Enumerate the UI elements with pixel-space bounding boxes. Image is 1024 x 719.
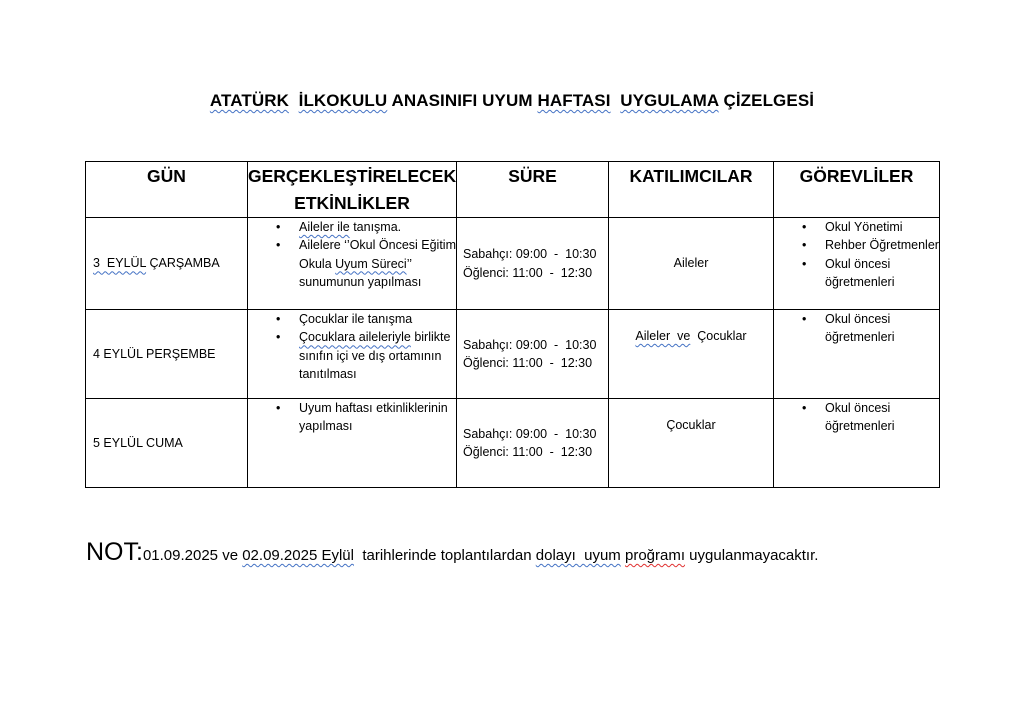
- activity-text: Ailelere ‘’Okul Öncesi Eğitim Okula: [299, 238, 456, 271]
- day-cell: [86, 218, 248, 310]
- afternoon-time: Öğlenci: 11:00 - 12:30: [463, 356, 593, 370]
- list-item: • Okul öncesi öğretmenleri: [774, 399, 939, 436]
- header-duration: SÜRE: [457, 162, 609, 218]
- list-item: [248, 328, 456, 383]
- activity-text: ’’ sunumunun yapılması: [299, 256, 422, 289]
- list-item: [248, 218, 456, 236]
- participants-text: Aileler: [673, 256, 709, 271]
- day-cell: [86, 399, 248, 488]
- activity-text: tanışma.: [349, 220, 402, 234]
- list-item: • Okul öncesi öğretmenleri: [774, 255, 939, 292]
- participants-text: Aileler ve: [635, 329, 691, 343]
- duration-cell: [457, 399, 609, 488]
- morning-time: Sabahçı: 09:00 - 10:30: [463, 337, 597, 352]
- header-activities: GERÇEKLEŞTİRELECEK ETKİNLİKLER: [248, 162, 457, 218]
- footnote: [86, 538, 818, 567]
- activities-cell: [248, 399, 457, 488]
- participants-text: Çocuklar: [690, 329, 747, 343]
- list-item: • Okul öncesi öğretmenleri: [774, 310, 939, 347]
- duration-cell: [457, 310, 609, 399]
- note-label: NOT:: [86, 538, 143, 566]
- afternoon-time: Öğlenci: 11:00 - 12:30: [463, 265, 593, 280]
- note-text: 02.09.2025 Eylül: [242, 547, 354, 564]
- day-cell: [86, 310, 248, 399]
- staff-cell: [774, 218, 940, 310]
- note-text: uygulanmayacaktır.: [685, 547, 819, 564]
- header-staff: GÖREVLİLER: [774, 162, 940, 218]
- morning-time: Sabahçı: 09:00 - 10:30: [463, 426, 597, 441]
- duration-cell: [457, 218, 609, 310]
- activity-text: birlikte sınıfın içi ve dış ortamının tanıtılması: [299, 330, 451, 381]
- note-text: dolayı uyum: [535, 547, 621, 564]
- activity-text: Çocuklara aileleriyle: [299, 330, 411, 345]
- staff-cell: [774, 310, 940, 399]
- staff-cell: [774, 399, 940, 488]
- activity-text: Aileler ile: [299, 220, 350, 234]
- table-row: [86, 310, 940, 399]
- title-word-anasinifi: ANASINIFI UYUM: [391, 91, 533, 110]
- header-participants: KATILIMCILAR: [609, 162, 774, 218]
- table-row: [86, 218, 940, 310]
- day-date: 3 EYLÜL: [93, 256, 147, 271]
- day-text: 4 EYLÜL PERŞEMBE: [93, 346, 216, 361]
- activity-text: Uyum Süreci: [335, 256, 407, 271]
- list-item: [248, 236, 456, 291]
- day-weekday: ÇARŞAMBA: [146, 256, 220, 271]
- morning-time: Sabahçı: 09:00 - 10:30: [463, 247, 597, 262]
- list-item: • Okul Yönetimi: [774, 218, 939, 236]
- activities-cell: [248, 218, 457, 310]
- schedule-table: [85, 161, 940, 488]
- title-word-ilkokulu: İLKOKULU: [298, 91, 388, 110]
- list-item: • Uyum haftası etkinliklerinin yapılması: [248, 399, 456, 436]
- title-word-haftasi: HAFTASI: [537, 91, 611, 110]
- activities-cell: [248, 310, 457, 399]
- note-text: 01.09.2025 ve: [142, 547, 243, 564]
- table-row: [86, 399, 940, 488]
- document-title: [0, 91, 1024, 111]
- participants-text: Çocuklar: [666, 418, 716, 432]
- header-day: GÜN: [86, 162, 248, 218]
- participants-cell: [609, 310, 774, 399]
- title-word-cizelgesi: ÇİZELGESİ: [723, 91, 815, 110]
- list-item: • Rehber Öğretmenler: [774, 236, 939, 254]
- participants-cell: [609, 218, 774, 310]
- note-text: tarihlerinde toplantılardan: [353, 547, 536, 564]
- participants-cell: [609, 399, 774, 488]
- title-word-ataturk: ATATÜRK: [209, 91, 289, 110]
- list-item: • Çocuklar ile tanışma: [248, 310, 456, 328]
- day-text: 5 EYLÜL CUMA: [93, 435, 183, 450]
- afternoon-time: Öğlenci: 11:00 - 12:30: [463, 445, 593, 459]
- table-header-row: [86, 162, 940, 218]
- title-word-uygulama: UYGULAMA: [620, 91, 719, 110]
- note-text: proğramı: [624, 547, 686, 564]
